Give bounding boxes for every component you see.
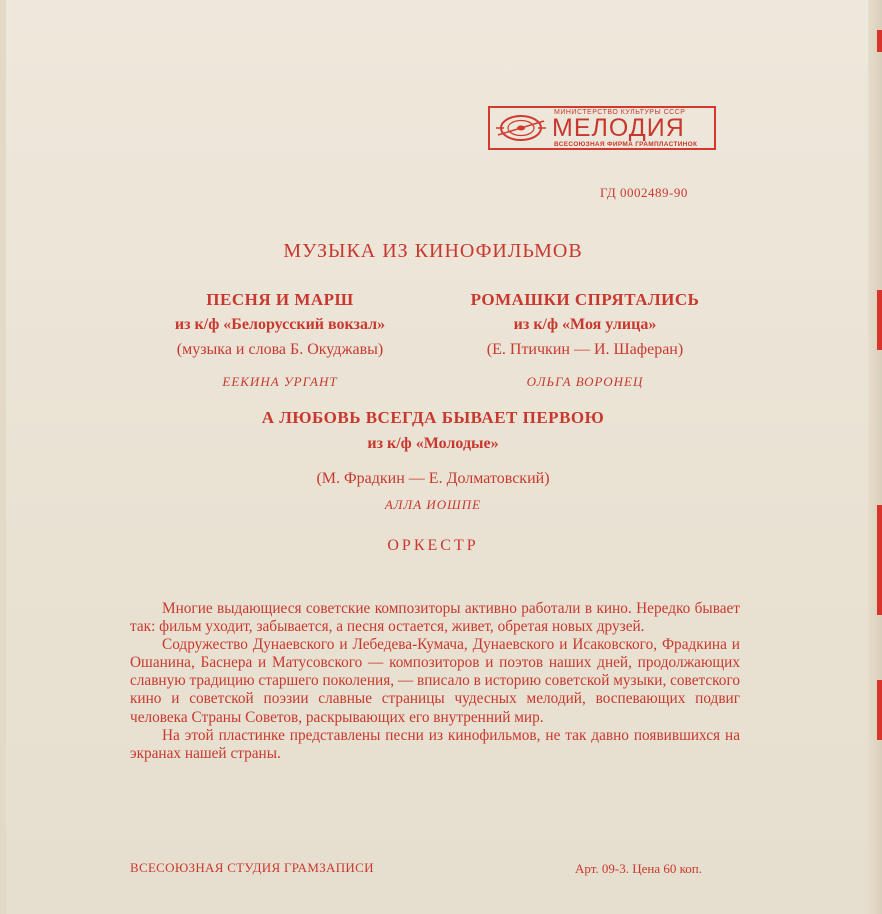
liner-notes (130, 600, 740, 763)
song-1 (130, 290, 430, 390)
liner-paragraph: Содружество Дунаевского и Лебедева-Кумача, Дунаевского и Исаковского, Фрадкина и Ошанина, Баснера и Матусовского — композиторов и поэтов наших дней, продолжающих славную традицию старшего поколения, — вписало в историю советской музыки, советского кино и советской поэзии славные страницы чудесных мелодий, воспевающих подвиг человека Страны Советов, раскрывающих его внутренний мир. (130, 636, 740, 726)
record-disc-icon (496, 113, 546, 143)
edge-print-mark (877, 30, 882, 52)
sleeve-left-edge (0, 0, 6, 914)
edge-print-mark (877, 680, 882, 740)
song-performer: ОЛЬГА ВОРОНЕЦ (526, 374, 644, 389)
song-title: РОМАШКИ СПРЯТАЛИСЬ (470, 290, 700, 309)
logo-firm-text: ВСЕСОЮЗНАЯ ФИРМА ГРАМПЛАСТИНОК (554, 141, 698, 148)
song-film: из к/ф «Моя улица» (513, 316, 657, 333)
page-heading: МУЗЫКА ИЗ КИНОФИЛЬМОВ (283, 240, 583, 262)
catalog-number: ГД 0002489-90 (600, 185, 688, 200)
song-title: ПЕСНЯ И МАРШ (206, 290, 354, 309)
song-credits: (Е. Птичкин — И. Шаферан) (486, 341, 684, 358)
liner-paragraph: Многие выдающиеся советские композиторы активно работали в кино. Нередко бывает так: фильм уходит, забывается, а песня остается, живет, обретая новых друзей. (130, 600, 740, 636)
song-film: из к/ф «Молодые» (367, 435, 499, 452)
song-credits: (музыка и слова Б. Окуджавы) (176, 341, 384, 358)
edge-print-mark (877, 505, 882, 615)
logo-ministry-text: МИНИСТЕРСТВО КУЛЬТУРЫ СССР (554, 109, 686, 116)
song-title: А ЛЮБОВЬ ВСЕГДА БЫВАЕТ ПЕРВОЮ (261, 408, 605, 427)
song-3 (200, 408, 666, 513)
song-film: из к/ф «Белорусский вокзал» (174, 316, 386, 333)
orchestra-label: ОРКЕСТР (387, 537, 479, 554)
logo-brand-name: МЕЛОДИЯ (552, 114, 685, 142)
song-performer: ЕЕКИНА УРГАНТ (222, 374, 338, 389)
liner-paragraph: На этой пластинке представлены песни из кинофильмов, не так давно появившихся на экранах нашей страны. (130, 726, 740, 762)
melodiya-logo (488, 106, 716, 150)
studio-name: ВСЕСОЮЗНАЯ СТУДИЯ ГРАМЗАПИСИ (130, 860, 374, 875)
song-credits: (М. Фрадкин — Е. Долматовский) (316, 470, 550, 487)
edge-print-mark (877, 290, 882, 350)
song-performer: АЛЛА ИОШПЕ (384, 497, 482, 512)
sleeve-right-edge (868, 0, 882, 914)
price-label: Арт. 09-3. Цена 60 коп. (575, 861, 702, 876)
song-2 (435, 290, 735, 390)
